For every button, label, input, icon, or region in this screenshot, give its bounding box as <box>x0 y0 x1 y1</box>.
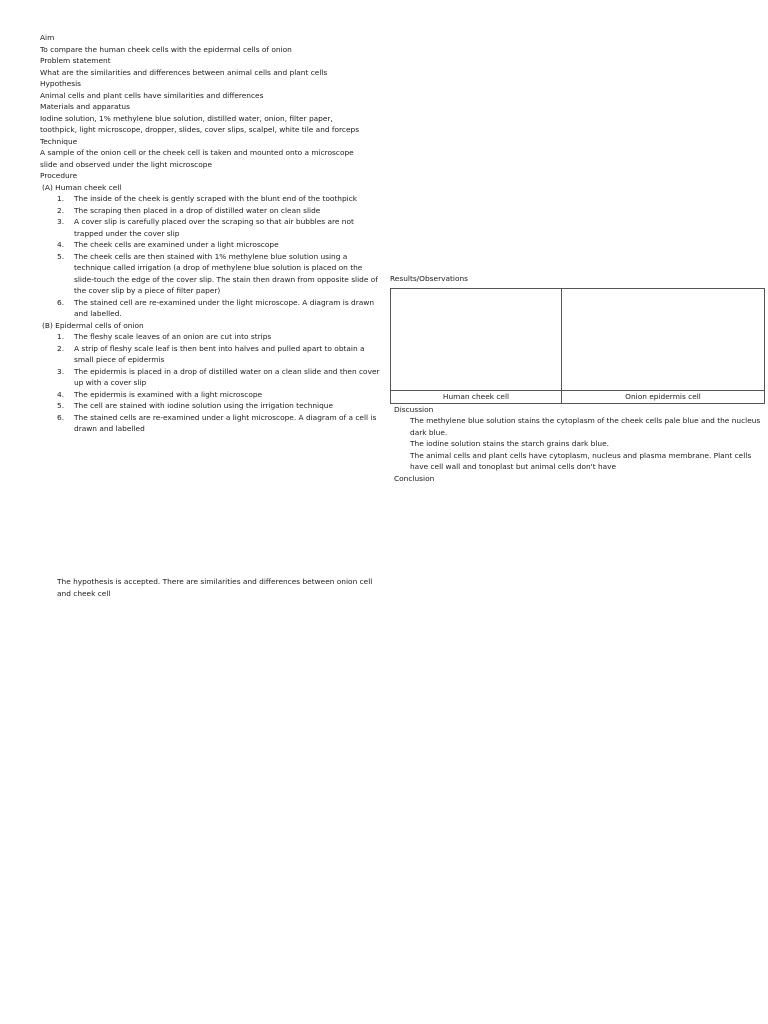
hypothesis-heading: Hypothesis <box>40 79 82 88</box>
conclusion-text: The hypothesis is accepted. There are similarities and differences between onion cell and cheek cell <box>57 577 373 598</box>
procedure-part-a-title: (A) Human cheek cell <box>42 182 122 192</box>
discussion-point: The iodine solution stains the starch grains dark blue. <box>410 439 609 448</box>
discussion-point: The animal cells and plant cells have cytoplasm, nucleus and plasma membrane. Plant cells have cell wall and tonoplast but animal cells don't have <box>410 450 752 471</box>
technique-line-1: A sample of the onion cell or the cheek cell is taken and mounted onto a microscope <box>40 148 354 157</box>
discussion-point: The methylene blue solution stains the cytoplasm of the cheek cells pale blue and the nucleus dark blue. <box>410 416 761 437</box>
discussion-section <box>390 404 765 485</box>
technique-line-2: slide and observed under the light microscope <box>40 159 212 169</box>
discussion-heading: Discussion <box>394 404 434 414</box>
list-item: 3. A cover slip is carefully placed over the scraping so that air bubbles are not trapped under the cover slip <box>57 217 354 238</box>
list-item: 6. The stained cell are re-examined under the light microscope. A diagram is drawn and labelled. <box>57 297 375 318</box>
list-item: 5. The cheek cells are then stained with 1% methylene blue solution using a technique called irrigation (a drop of methylene blue solution is placed on the slide-touch the edge of the cover slip. The stain then drawn from opposite slide of the cover slip by a piece of filter paper) <box>57 251 378 295</box>
list-item: 6. The stained cells are re-examined under a light microscope. A diagram of a cell is drawn and labelled <box>57 412 377 433</box>
materials-line-2: toothpick, light microscope, dropper, slides, cover slips, scalpel, white tile and forceps <box>40 125 360 134</box>
results-heading: Results/Observations <box>390 274 469 283</box>
list-item: 5. The cell are stained with iodine solution using the irrigation technique <box>57 401 334 410</box>
observation-table <box>390 288 765 404</box>
right-column <box>390 273 765 484</box>
problem-text: What are the similarities and differences between animal cells and plant cells <box>40 67 328 77</box>
list-item: 1. The fleshy scale leaves of an onion are cut into strips <box>57 332 272 341</box>
problem-heading: Problem statement <box>40 56 111 65</box>
materials-line-1: Iodine solution, 1% methylene blue solution, distilled water, onion, filter paper, <box>40 113 333 123</box>
procedure-part-a-list <box>40 193 380 320</box>
procedure-part-b-list <box>40 331 380 435</box>
table-divider <box>561 289 562 403</box>
caption-human-cheek-cell: Human cheek cell <box>442 391 510 401</box>
aim-text: To compare the human cheek cells with the epidermal cells of onion <box>40 44 292 54</box>
hypothesis-text: Animal cells and plant cells have similarities and differences <box>40 90 264 100</box>
procedure-part-b-title: (B) Epidermal cells of onion <box>42 320 144 330</box>
technique-heading: Technique <box>40 136 78 146</box>
materials-heading: Materials and apparatus <box>40 102 130 111</box>
list-item: 2. The scraping then placed in a drop of distilled water on clean slide <box>57 205 321 215</box>
aim-heading: Aim <box>40 33 55 42</box>
caption-onion-epidermis-cell: Onion epidermis cell <box>625 391 701 401</box>
conclusion-heading: Conclusion <box>394 473 435 483</box>
list-item: 3. The epidermis is placed in a drop of distilled water on a clean slide and then cover up with a cover slip <box>57 366 380 387</box>
procedure-heading: Procedure <box>40 171 78 180</box>
list-item: 2. A strip of fleshy scale leaf is then bent into halves and pulled apart to obtain a small piece of epidermis <box>57 343 365 364</box>
list-item: 4. The cheek cells are examined under a light microscope <box>57 240 279 249</box>
left-column <box>40 32 380 435</box>
list-item: 4. The epidermis is examined with a light microscope <box>57 389 263 399</box>
list-item: 1. The inside of the cheek is gently scraped with the blunt end of the toothpick <box>57 194 358 203</box>
